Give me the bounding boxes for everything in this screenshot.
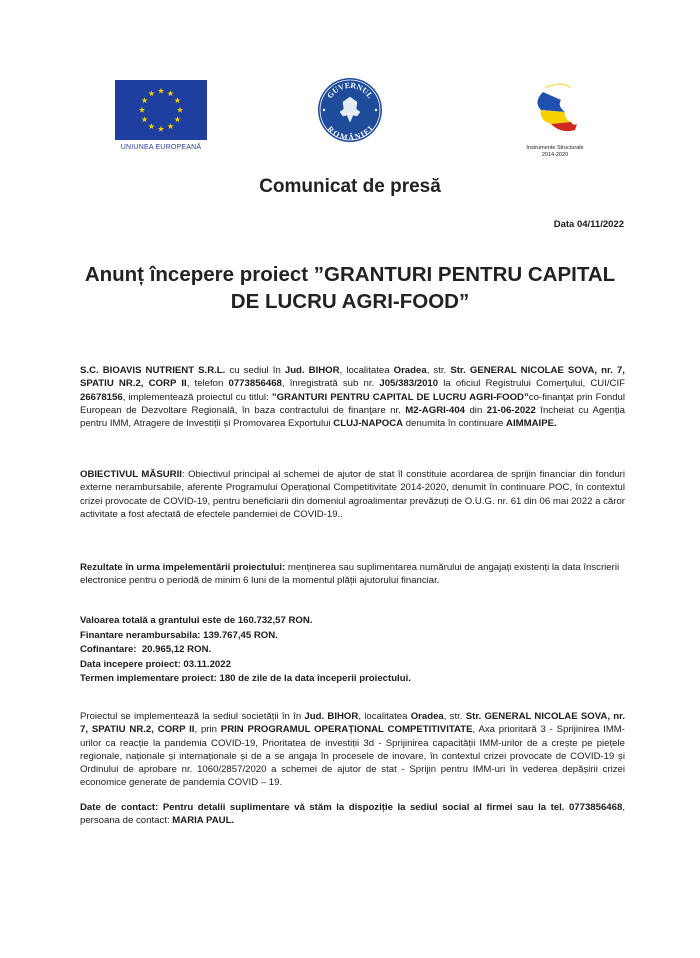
gov-seal-top-text: GUVERNUL	[325, 80, 375, 101]
release-date: Data 04/11/2022	[553, 219, 624, 230]
implementation-term: Termen implementare proiect: 180 de zile de la data începerii proiectului.	[80, 673, 411, 685]
eu-caption: UNIUNEA EUROPEANĂ	[120, 144, 202, 151]
project-start-date: Data incepere proiect: 03.11.2022	[80, 658, 231, 670]
grant-total: Valoarea totală a grantului este de 160.732,57 RON.	[80, 615, 313, 626]
announcement-title-line1: Anunț începere proiect ”GRANTURI PENTRU CAPITAL	[84, 263, 616, 286]
eu-star-icon	[142, 116, 148, 122]
romanian-government-seal-icon	[317, 77, 383, 143]
eu-star-icon	[148, 90, 154, 96]
company-paragraph: S.C. BIOAVIS NUTRIENT S.R.L. cu sediul în Jud. BIHOR, localitatea Oradea, str. Str. GENERAL NICOLAE SOVA, nr. 7, SPATIU NR.2, CORP II, telefon 0773856468, înregistrată sub nr. J05/383/2010 la oficiul Registrului Comerţului, CUI/CIF 26678156, implementează proiectul cu titlul: ”GRANTURI PENTRU CAPITAL DE LUCRU AGRI-FOOD”co-finanţat prin Fondul European de Dezvoltare Regională, în baza contractului de finanţare nr. M2-AGRI-404 din 21-06-2022 încheiat cu Agenția pentru IMM, Atragere de Investiții și Promovarea Exportului CLUJ-NAPOCA denumita în continuare AIMMAIPE.	[80, 365, 625, 430]
eu-star-icon	[142, 97, 148, 103]
press-release-title: Comunicat de presă	[259, 176, 441, 197]
announcement-title	[0, 261, 700, 315]
results-label: Rezultate în urma impelementării proiectului:	[80, 562, 286, 573]
contact-paragraph: Date de contact: Pentru detalii suplimentare vă stăm la dispoziție la sediul social al firmei sau la tel. 0773856468, persoana de contact: MARIA PAUL.	[80, 802, 625, 827]
eu-star-icon	[158, 126, 164, 132]
eu-logo	[115, 80, 207, 151]
cofinancing: Cofinantare: 20.965,12 RON.	[80, 644, 212, 656]
announcement-title-line2: DE LUCRU AGRI-FOOD”	[230, 290, 470, 313]
contact-person: MARIA PAUL.	[172, 815, 235, 827]
eu-star-icon	[158, 88, 164, 94]
eu-star-icon	[148, 123, 154, 129]
contact-phone: tel. 0773856468	[550, 802, 623, 813]
gov-seal-bottom-text: ROMÂNIEI	[325, 124, 375, 143]
objective-label: OBIECTIVUL MĂSURII	[80, 469, 182, 480]
objective-text: : Obiectivul principal al schemei de ajutor de stat îl constituie acordarea de sprijin financiar din fonduri externe nerambursabile, aferente Programului Operațional Competitivitate 2014-2020, denumit în continuare POC, în contextul crizei provocate de COVID-19, pentru beneficiarii din domeniul agroalimentar prevăzuți de O.U.G. nr. 61 din 06 mai 2022 a căror activitate a fost afectată de efectele pandemiei de COVID-19..	[80, 469, 625, 520]
contact-label: Date de contact:	[80, 802, 159, 813]
objective-paragraph	[80, 468, 625, 521]
results-text: menținerea sau suplimentarea numărului de angajați existenți la data înscrierii electronice pentru o periodă de minim 6 luni de la momentul plății ajutorului financiar.	[80, 562, 620, 587]
results-paragraph	[80, 561, 625, 588]
structural-caption-line1: Instrumente Structurale	[526, 145, 584, 151]
financials-block	[80, 614, 625, 687]
eu-star-icon	[174, 97, 180, 103]
structural-instruments-icon	[505, 80, 605, 138]
structural-caption	[505, 145, 605, 159]
implementation-paragraph: Proiectul se implementează la sediul societății în în Jud. BIHOR, localitatea Oradea, str. Str. GENERAL NICOLAE SOVA, nr. 7, SPATIU NR.2, CORP II, prin PRIN PROGRAMUL OPERAȚIONAL COMPETITIVITATE, Axa prioritară 3 - Sprijinirea IMM-urilor ca reacție la pandemia COVID-19, Prioritatea de investiții 3d - Sprijinirea capacității IMM-urilor de a crește pe piețele regionale, naționale și internaționale și de a se angaja în procesele de inovare, în contextul crizei provocate de COVID-19 și Ordinului de aprobare nr. 1060/2857/2020 a schemei de ajutor de stat - Sprijin pentru IMM-uri în vederea depășirii crizei economice generate de pandemia COVID – 19.	[80, 711, 625, 789]
eu-star-icon	[167, 90, 173, 96]
structural-instruments-logo	[505, 80, 605, 159]
eu-star-icon	[174, 116, 180, 122]
structural-caption-line2: 2014-2020	[541, 152, 569, 158]
eu-star-icon	[177, 107, 183, 113]
eu-star-icon	[167, 123, 173, 129]
non-refundable-funding: Finantare nerambursabila: 139.767,45 RON.	[80, 629, 278, 641]
eu-flag-icon	[115, 80, 207, 140]
eu-star-icon	[139, 107, 145, 113]
